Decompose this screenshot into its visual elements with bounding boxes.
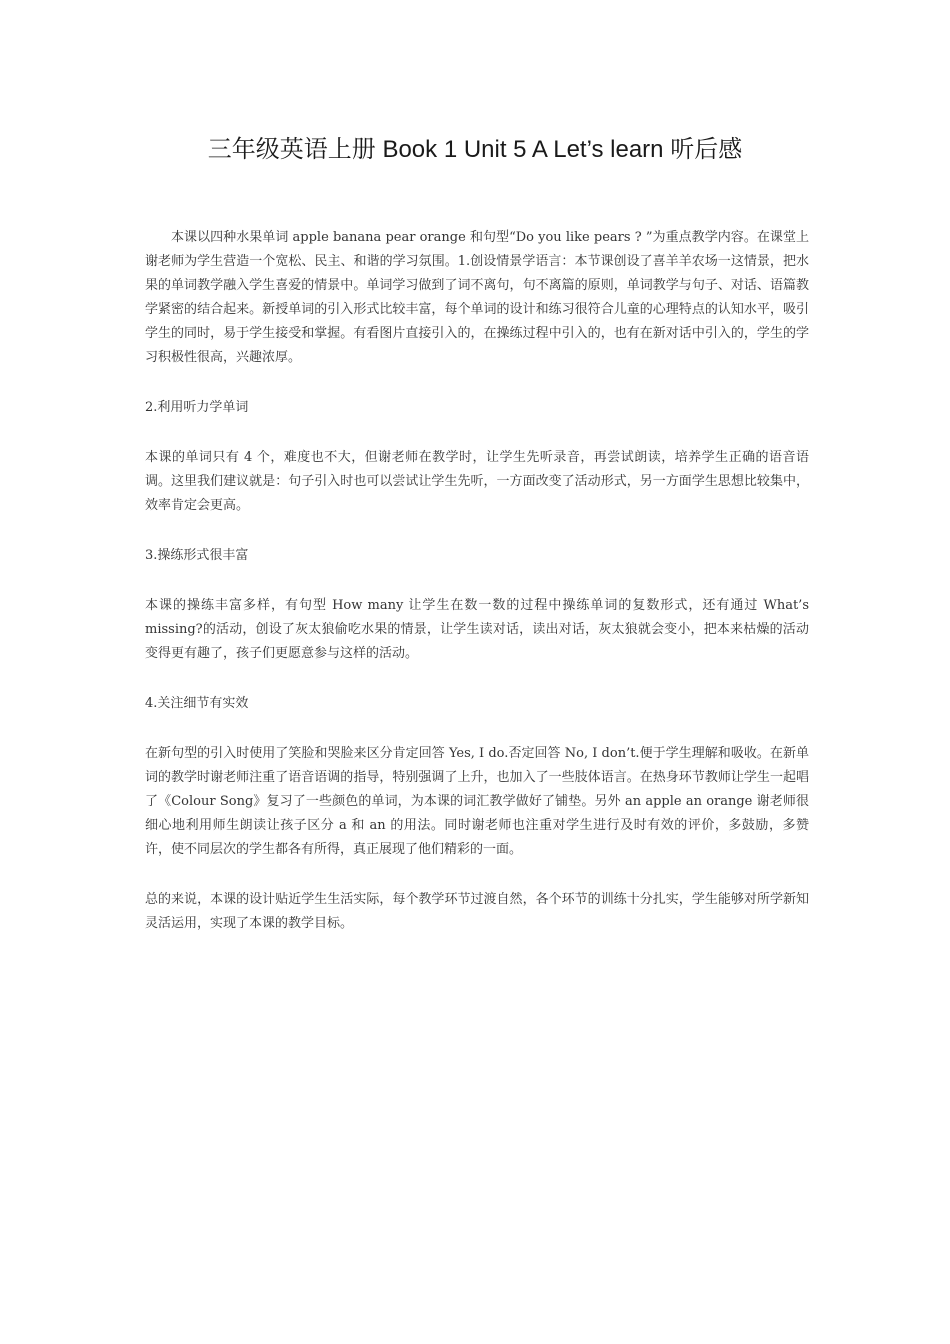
document-title: 三年级英语上册 Book 1 Unit 5 A Let’s learn 听后感 bbox=[207, 136, 743, 163]
paragraph-listening: 本课的单词只有 4 个，难度也不大，但谢老师在教学时，让学生先听录音，再尝试朗读，培养学生正确的语音语调。这里我们建议就是：句子引入时也可以尝试让学生先听，一方面改变了活动形式，另一方面学生思想比较集中，效率肯定会更高。 bbox=[145, 450, 809, 513]
paragraph-practice: 本课的操练丰富多样，有句型 How many 让学生在数一数的过程中操练单词的复数形式，还有通过 What’s missing?的活动，创设了灰太狼偷吃水果的情景，让学生读对话，读出对话，灰太狼就会变小，把本来枯燥的活动变得更有趣了，孩子们更愿意参与这样的活动。 bbox=[145, 598, 809, 661]
paragraph-intro: 本课以四种水果单词 apple banana pear orange 和句型“Do you like pears ? ”为重点教学内容。在课堂上谢老师为学生营造一个宽松、民主、和谐的学习氛围。1.创设情景学语言：本节课创设了喜羊羊农场一这情景，把水果的单词教学融入学生喜爱的情景中。单词学习做到了词不离句，句不离篇的原则，单词教学与句子、对话、语篇教学紧密的结合起来。新授单词的引入形式比较丰富，每个单词的设计和练习很符合儿童的心理特点的认知水平，吸引学生的同时，易于学生接受和掌握。有看图片直接引入的，在操练过程中引入的，也有在新对话中引入的，学生的学习积极性很高，兴趣浓厚。 bbox=[145, 230, 809, 365]
section-heading-details: 4.关注细节有实效 bbox=[145, 696, 249, 711]
section-heading-listening: 2.利用听力学单词 bbox=[145, 400, 249, 415]
paragraph-details: 在新句型的引入时使用了笑脸和哭脸来区分肯定回答 Yes, I do.否定回答 No, I don’t.便于学生理解和吸收。在新单词的教学时谢老师注重了语音语调的指导，特别强调了上升，也加入了一些肢体语言。在热身环节教师让学生一起唱了《Colour Song》复习了一些颜色的单词，为本课的词汇教学做好了铺垫。另外 an apple an orange 谢老师很细心地利用师生朗读让孩子区分 a 和 an 的用法。同时谢老师也注重对学生进行及时有效的评价，多鼓励，多赞许，使不同层次的学生都各有所得，真正展现了他们精彩的一面。 bbox=[145, 746, 809, 857]
paragraph-summary: 总的来说，本课的设计贴近学生生活实际，每个教学环节过渡自然，各个环节的训练十分扎实，学生能够对所学新知灵活运用，实现了本课的教学目标。 bbox=[145, 892, 809, 931]
document-body bbox=[145, 226, 809, 962]
section-heading-practice: 3.操练形式很丰富 bbox=[145, 548, 249, 563]
